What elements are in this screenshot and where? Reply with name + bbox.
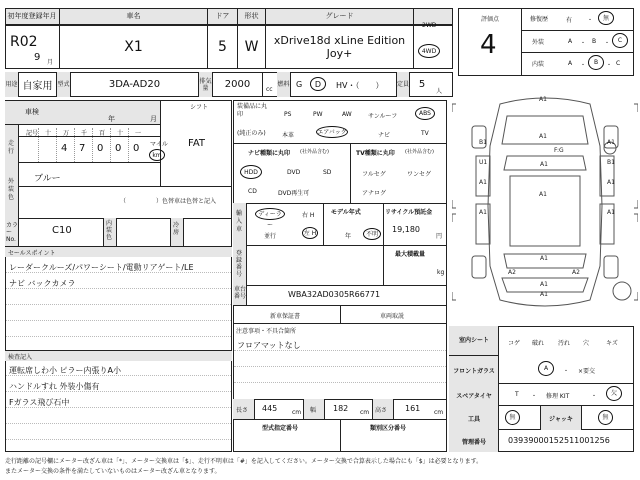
width-label: 幅 [310,407,317,414]
interior-grade-sep2: ・ [606,62,613,69]
mileage-unit: km [149,149,165,161]
equip-leather: 本革 [282,132,295,139]
doors: 5 [208,25,238,69]
footer-line-2: またメーター交換の条件を満たしていないものはメーター改ざん車となります。 [5,468,221,475]
equip-pw: PW [313,111,323,118]
damage-mark: A1 [479,179,487,186]
inspection-label: 車検 [25,108,39,116]
import-dealer: ディーラー [255,208,285,220]
nav-hdd: HDD [240,165,262,179]
import-parallel: 並行 [264,233,277,240]
interior-sheet-option: 汚れ [558,340,571,347]
height-label: 高さ [375,407,388,414]
repair-opt-sep: ・ [587,17,594,24]
damage-mark: A1 [540,281,548,288]
damage-mark: A1 [479,209,487,216]
capacity-value: 5 [418,79,426,90]
front-glass-a: A [538,361,554,376]
inspector-note-line-3: Fガラス飛び石中 [9,398,70,407]
interior-grade-c: C [616,60,621,67]
repair-opt-yes: 有 [566,17,573,24]
use-label: 用途 [5,72,19,97]
color-no: C10 [52,225,72,236]
exterior-label: 外装色 [8,178,15,201]
drive-2wd: 2WD [422,22,437,29]
nav-title: ナビ種類に丸印 [248,150,291,157]
exterior-color: ブルー [34,174,61,184]
mileage-digit: 0 [133,143,140,154]
exterior-grade-label: 外装 [532,39,545,46]
class-label: 類別区分番号 [370,425,407,432]
fuel-hv: HV・（ ） [336,81,384,90]
equip-aw: AW [342,111,352,118]
equipment-subtitle: (純正のみ) [237,130,266,137]
tv-title: TV種類に丸印 [356,150,395,157]
width-unit: cm [360,409,370,416]
caution-title: 注意事項・不具合箇所 [236,328,297,335]
mileage-digit-label: 一 [135,130,142,137]
sales-point-title: セールスポイント [8,250,56,257]
score-label: 評価点 [481,16,500,23]
recycle-unit: 円 [436,233,443,240]
reg-number-label: 登録番号 [236,250,243,278]
damage-mark: A1 [540,255,548,262]
inspection-year-unit: 年 [108,115,115,123]
damage-mark: A1 [607,139,615,146]
tv-fullseg: フルセグ [362,171,386,178]
equip-tv: TV [421,130,429,137]
import-right: 右 H [302,212,315,219]
capacity-label: 定員 [396,72,410,97]
spare-tire-sep1: ・ [531,393,538,400]
car-name: X1 [60,25,208,69]
sales-point-line-2: ナビ バックカメラ [9,279,76,288]
spare-tire-missing: 欠 [606,386,622,401]
length-unit: cm [292,409,302,416]
nav-sd: SD [323,169,332,176]
length-label: 長さ [236,407,249,414]
inspector-note-line-1: 運転席しわ小 ピラー内張りA小 [9,366,122,375]
spare-tire-sep2: ・ [591,393,598,400]
jack-value: 無 [598,410,613,425]
shift-label: シフト [190,104,209,111]
damage-mark: A1 [539,191,547,198]
damage-mark-special: F:G [554,147,564,154]
exterior-grade-sep1: ・ [580,40,587,47]
exterior-note: （ ）色替車は色替と記入 [120,198,217,205]
exterior-grade-sep2: ・ [604,40,611,47]
damage-mark: A1 [607,209,615,216]
interior-sheet-option: キズ [606,340,618,347]
equip-navi: ナビ [378,132,391,139]
import-left: 左 H [302,227,318,239]
fuel-label: 燃料 [277,72,291,97]
inspection-month-unit: 月 [150,115,157,123]
displacement-label: 排気量 [199,72,213,97]
manual: 車両取説 [380,313,405,320]
management-value: 0393900015251100125​6 [508,436,610,445]
spare-tire-kit: 修理 KIT [546,393,570,400]
fuel-d: D [310,77,326,91]
nav-dvd-play: DVD再生可 [278,190,310,197]
repair-opt-no: 無 [598,11,614,25]
car-name-label: 車名 [60,8,208,25]
mileage-digit: 0 [115,143,122,154]
capacity-unit: 人 [436,88,443,95]
spare-tire-label: スペアタイヤ [456,392,492,400]
sales-point-line-1: レーダークルーズ/パワーシート/電動リアゲート/LE [9,263,194,272]
caution-line-1: フロアマットなし [237,341,301,350]
footer-line-1: 走行距離の記号欄にメーター改ざん車は「*」、メーター交換車は「$」、走行不明車は「#」を記入してください。メーター交換で合算表示した場合にも「$」は必要となります。 [5,458,483,465]
shift-value: FAT [188,138,206,149]
score: 4 [480,30,497,60]
mileage-note-label: 記号 [26,130,39,137]
mileage-digit-label: 十 [45,130,52,137]
model-year-unit: 年 [345,233,352,240]
equipment-title: 装備品に丸印 [237,103,268,118]
interior-sheet-label: 室内シート [458,337,489,344]
mileage-digit: 0 [97,143,104,154]
new-warranty: 新車保証書 [270,313,301,320]
door-label: ドア [208,8,238,25]
mileage-label: 走行 [8,140,15,155]
tv-analog: アナログ [362,190,387,197]
max-load-unit: kg [437,269,445,276]
damage-mark: A1 [540,291,548,298]
front-glass-replace: ×要交 [578,368,596,375]
vin: WBA32AD0305R66771 [288,290,381,299]
damage-mark: A1 [607,179,615,186]
equip-airbag: エアバック [316,126,348,138]
interior-grade-a: A [568,60,573,67]
reg-month: 9 [34,52,41,63]
mileage-unit-top: マイル [150,141,168,148]
reg-year-label: 初年度登録年月 [5,8,60,25]
exterior-grade-a: A [568,38,573,45]
nav-cd: CD [248,188,257,195]
damage-mark: U1 [479,159,488,166]
mileage-digit-label: 万 [63,130,70,137]
front-glass-sep: ・ [563,368,570,375]
interior-grade-b: B [588,55,604,70]
damage-mark: B1 [479,139,487,146]
inspector-note-line-2: ハンドルすれ 外装小傷有 [9,382,100,391]
spare-tire-t: T [515,391,519,398]
tv-oneseg: ワンセグ [407,171,432,178]
vin-label: 車台番号 [234,286,247,300]
grade-label: グレード [266,8,414,25]
shape-label: 形状 [238,8,266,25]
mileage-digit: 4 [61,143,68,154]
damage-mark: A1 [539,96,547,103]
height: 161 [405,404,421,413]
equip-sunroof: サンルーフ [368,113,398,120]
displacement-value: 2000 [213,72,263,97]
interior-sheet-option: 穴 [583,340,590,347]
repair-label: 修復歴 [530,16,549,23]
recycle-label: リサイクル預託金 [385,209,433,216]
recycle-value: 19,180 [392,225,420,234]
displacement-unit: cc [266,86,273,93]
interior-sheet-option: 破れ [532,340,545,347]
grade: xDrive18d xLine Edition Joy+ [266,25,414,69]
exterior-grade-b: B [592,38,597,45]
reg-year: R02 [10,34,38,50]
inspector-notes-title: 検査記入 [8,354,33,361]
mileage-digit-label: 十 [117,130,124,137]
import-label: 輸入車 [236,210,243,233]
fuel-g: G [296,80,303,89]
management-label: 管理番号 [461,438,486,446]
interior-color-label: 内装色 [106,220,113,241]
equip-ps: PS [284,111,292,118]
model-year-unknown: 不明 [363,228,381,240]
nav-subtitle: (社外品含む) [300,149,329,155]
height-unit: cm [434,409,444,416]
model-label: 型式 [57,72,71,97]
equip-abs: ABS [415,107,435,120]
color-no-label: カラーNo. [6,222,19,243]
exterior-grade-c: C [612,33,628,48]
mileage-digit-label: 百 [99,130,106,137]
length: 445 [262,404,278,413]
damage-mark: A2 [508,269,516,276]
model-value: 3DA-AD20 [71,72,199,97]
mileage-digit-label: 千 [81,130,88,137]
tools-label: 工具 [467,415,480,423]
nav-dvd: DVD [287,169,301,176]
damage-mark: B1 [607,159,615,166]
model-year-label: モデル年式 [331,209,361,216]
interior-sheet-option: コゲ [508,340,521,347]
damage-mark: A2 [572,269,580,276]
drive-4wd: 4WD [418,44,440,58]
shape: W [238,25,266,69]
max-load-label: 最大積載量 [395,251,426,258]
interior-grade-label: 内装 [532,61,545,68]
tools-value: 無 [505,410,520,425]
front-glass-label: フロントガラス [453,367,495,375]
damage-mark: A1 [540,161,548,168]
type-cert-label: 型式指定番号 [262,425,299,432]
reg-month-unit: 月 [47,59,54,66]
damage-mark: A1 [539,133,547,140]
jack-label: ジャッキ [549,415,573,423]
mileage-digit: 7 [79,143,86,154]
cold-label: 冷房 [173,222,180,236]
tv-subtitle: (社外品含む) [405,149,434,155]
car-damage-diagram [452,86,638,318]
interior-grade-sep1: ・ [580,62,587,69]
width: 182 [333,404,349,413]
use-value: 自家用 [19,72,57,97]
